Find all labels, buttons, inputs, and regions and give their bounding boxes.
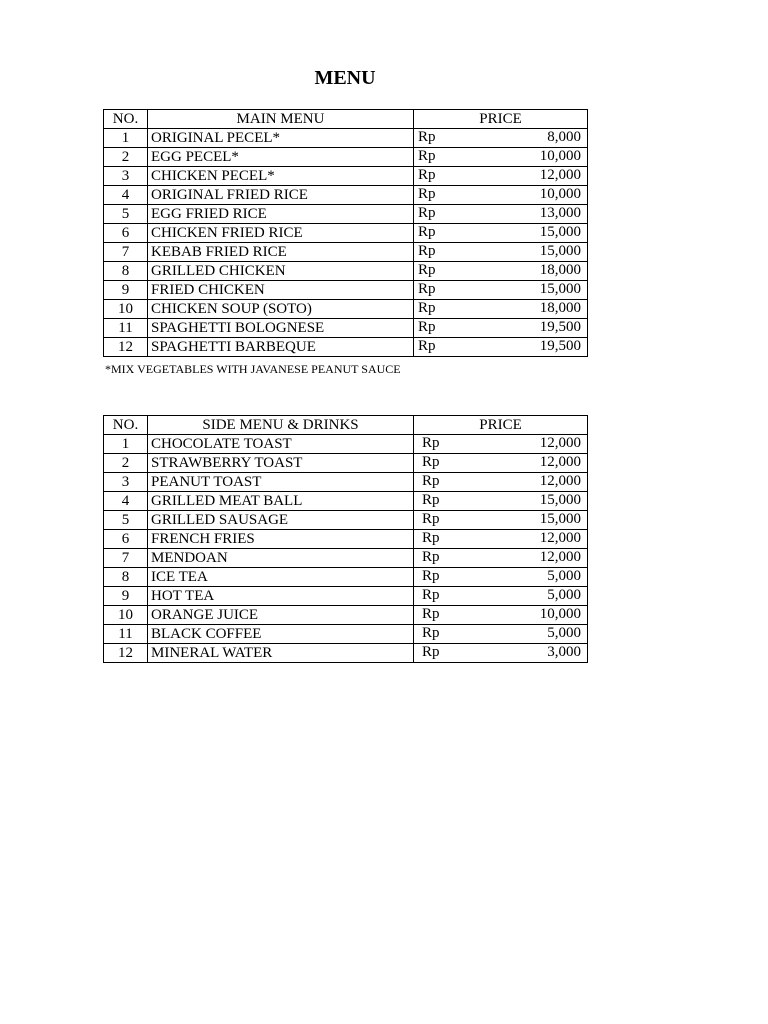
table-row (104, 281, 588, 300)
currency-label: Rp (422, 492, 440, 508)
item-price-cell (414, 473, 588, 492)
item-number: 4 (104, 492, 148, 511)
item-price-cell (414, 148, 588, 167)
currency-label: Rp (422, 625, 440, 641)
item-price-cell (414, 549, 588, 568)
item-name: GRILLED MEAT BALL (148, 492, 414, 511)
currency-label: Rp (422, 473, 440, 489)
item-number: 10 (104, 606, 148, 625)
side-menu-table (103, 415, 588, 663)
item-number: 3 (104, 473, 148, 492)
item-number: 12 (104, 338, 148, 357)
table-header-row (104, 110, 588, 129)
item-name: KEBAB FRIED RICE (148, 243, 414, 262)
item-name: EGG FRIED RICE (148, 205, 414, 224)
item-price-cell (414, 454, 588, 473)
price-amount: 5,000 (547, 568, 581, 584)
main-menu-table (103, 109, 588, 357)
item-name: CHICKEN SOUP (SOTO) (148, 300, 414, 319)
currency-label: Rp (418, 224, 436, 240)
price-amount: 10,000 (539, 186, 581, 202)
table-row (104, 587, 588, 606)
item-price-cell (414, 587, 588, 606)
column-header-no: NO. (104, 416, 148, 435)
item-number: 4 (104, 186, 148, 205)
price-amount: 12,000 (539, 167, 581, 183)
item-price-cell (414, 492, 588, 511)
item-number: 1 (104, 129, 148, 148)
item-number: 9 (104, 281, 148, 300)
item-number: 5 (104, 205, 148, 224)
currency-label: Rp (422, 454, 440, 470)
table-row (104, 644, 588, 663)
table-row (104, 338, 588, 357)
item-number: 1 (104, 435, 148, 454)
item-number: 6 (104, 224, 148, 243)
currency-label: Rp (418, 186, 436, 202)
item-name: FRIED CHICKEN (148, 281, 414, 300)
item-number: 11 (104, 625, 148, 644)
table-row (104, 167, 588, 186)
item-number: 5 (104, 511, 148, 530)
column-header-no: NO. (104, 110, 148, 129)
page-title: MENU (314, 67, 376, 89)
currency-label: Rp (422, 549, 440, 565)
footnote: *MIX VEGETABLES WITH JAVANESE PEANUT SAUCE (105, 362, 401, 376)
table-row (104, 606, 588, 625)
item-number: 7 (104, 549, 148, 568)
item-number: 3 (104, 167, 148, 186)
side-menu-rows (104, 435, 588, 663)
currency-label: Rp (418, 281, 436, 297)
table-row (104, 568, 588, 587)
currency-label: Rp (418, 262, 436, 278)
item-name: GRILLED CHICKEN (148, 262, 414, 281)
item-price-cell (414, 606, 588, 625)
table-row (104, 148, 588, 167)
item-number: 2 (104, 454, 148, 473)
price-amount: 12,000 (539, 473, 581, 489)
currency-label: Rp (418, 243, 436, 259)
item-price-cell (414, 625, 588, 644)
item-price-cell (414, 300, 588, 319)
item-name: CHICKEN FRIED RICE (148, 224, 414, 243)
item-number: 11 (104, 319, 148, 338)
price-amount: 12,000 (539, 454, 581, 470)
item-name: CHICKEN PECEL* (148, 167, 414, 186)
item-name: CHOCOLATE TOAST (148, 435, 414, 454)
table-row (104, 224, 588, 243)
item-price-cell (414, 129, 588, 148)
item-price-cell (414, 338, 588, 357)
price-amount: 15,000 (539, 511, 581, 527)
currency-label: Rp (422, 644, 440, 660)
price-amount: 18,000 (539, 262, 581, 278)
price-amount: 8,000 (547, 129, 581, 145)
table-row (104, 530, 588, 549)
item-name: GRILLED SAUSAGE (148, 511, 414, 530)
item-price-cell (414, 568, 588, 587)
item-number: 8 (104, 568, 148, 587)
item-price-cell (414, 511, 588, 530)
item-price-cell (414, 205, 588, 224)
item-price-cell (414, 319, 588, 338)
price-amount: 15,000 (539, 281, 581, 297)
table-row (104, 549, 588, 568)
currency-label: Rp (422, 435, 440, 451)
item-number: 10 (104, 300, 148, 319)
price-amount: 12,000 (539, 549, 581, 565)
item-name: ORANGE JUICE (148, 606, 414, 625)
price-amount: 10,000 (539, 606, 581, 622)
price-amount: 3,000 (547, 644, 581, 660)
table-row (104, 243, 588, 262)
item-name: ORIGINAL PECEL* (148, 129, 414, 148)
price-amount: 13,000 (539, 205, 581, 221)
item-price-cell (414, 243, 588, 262)
column-header-side-menu: SIDE MENU & DRINKS (148, 416, 414, 435)
item-name: ORIGINAL FRIED RICE (148, 186, 414, 205)
main-menu-rows (104, 129, 588, 357)
table-row (104, 511, 588, 530)
currency-label: Rp (418, 148, 436, 164)
item-number: 8 (104, 262, 148, 281)
currency-label: Rp (418, 300, 436, 316)
currency-label: Rp (422, 606, 440, 622)
table-row (104, 454, 588, 473)
item-number: 7 (104, 243, 148, 262)
table-row (104, 205, 588, 224)
item-number: 2 (104, 148, 148, 167)
currency-label: Rp (422, 568, 440, 584)
item-price-cell (414, 262, 588, 281)
price-amount: 19,500 (539, 338, 581, 354)
currency-label: Rp (418, 167, 436, 183)
table-row (104, 319, 588, 338)
item-price-cell (414, 644, 588, 663)
item-price-cell (414, 167, 588, 186)
table-row (104, 435, 588, 454)
currency-label: Rp (422, 511, 440, 527)
item-price-cell (414, 435, 588, 454)
price-amount: 15,000 (539, 492, 581, 508)
price-amount: 5,000 (547, 587, 581, 603)
item-name: EGG PECEL* (148, 148, 414, 167)
item-name: MINERAL WATER (148, 644, 414, 663)
column-header-main-menu: MAIN MENU (148, 110, 414, 129)
item-price-cell (414, 281, 588, 300)
table-row (104, 262, 588, 281)
item-name: FRENCH FRIES (148, 530, 414, 549)
currency-label: Rp (422, 587, 440, 603)
column-header-price: PRICE (414, 416, 588, 435)
price-amount: 12,000 (539, 435, 581, 451)
table-row (104, 473, 588, 492)
item-price-cell (414, 530, 588, 549)
table-row (104, 186, 588, 205)
currency-label: Rp (422, 530, 440, 546)
price-amount: 10,000 (539, 148, 581, 164)
price-amount: 15,000 (539, 224, 581, 240)
table-row (104, 300, 588, 319)
table-header-row (104, 416, 588, 435)
item-name: STRAWBERRY TOAST (148, 454, 414, 473)
item-name: ICE TEA (148, 568, 414, 587)
price-amount: 18,000 (539, 300, 581, 316)
currency-label: Rp (418, 205, 436, 221)
table-row (104, 625, 588, 644)
table-row (104, 129, 588, 148)
item-name: MENDOAN (148, 549, 414, 568)
item-price-cell (414, 186, 588, 205)
item-name: HOT TEA (148, 587, 414, 606)
column-header-price: PRICE (414, 110, 588, 129)
price-amount: 15,000 (539, 243, 581, 259)
price-amount: 5,000 (547, 625, 581, 641)
item-name: PEANUT TOAST (148, 473, 414, 492)
item-number: 9 (104, 587, 148, 606)
currency-label: Rp (418, 319, 436, 335)
currency-label: Rp (418, 338, 436, 354)
table-row (104, 492, 588, 511)
currency-label: Rp (418, 129, 436, 145)
item-name: BLACK COFFEE (148, 625, 414, 644)
item-name: SPAGHETTI BARBEQUE (148, 338, 414, 357)
item-name: SPAGHETTI BOLOGNESE (148, 319, 414, 338)
item-number: 6 (104, 530, 148, 549)
item-number: 12 (104, 644, 148, 663)
item-price-cell (414, 224, 588, 243)
price-amount: 19,500 (539, 319, 581, 335)
price-amount: 12,000 (539, 530, 581, 546)
